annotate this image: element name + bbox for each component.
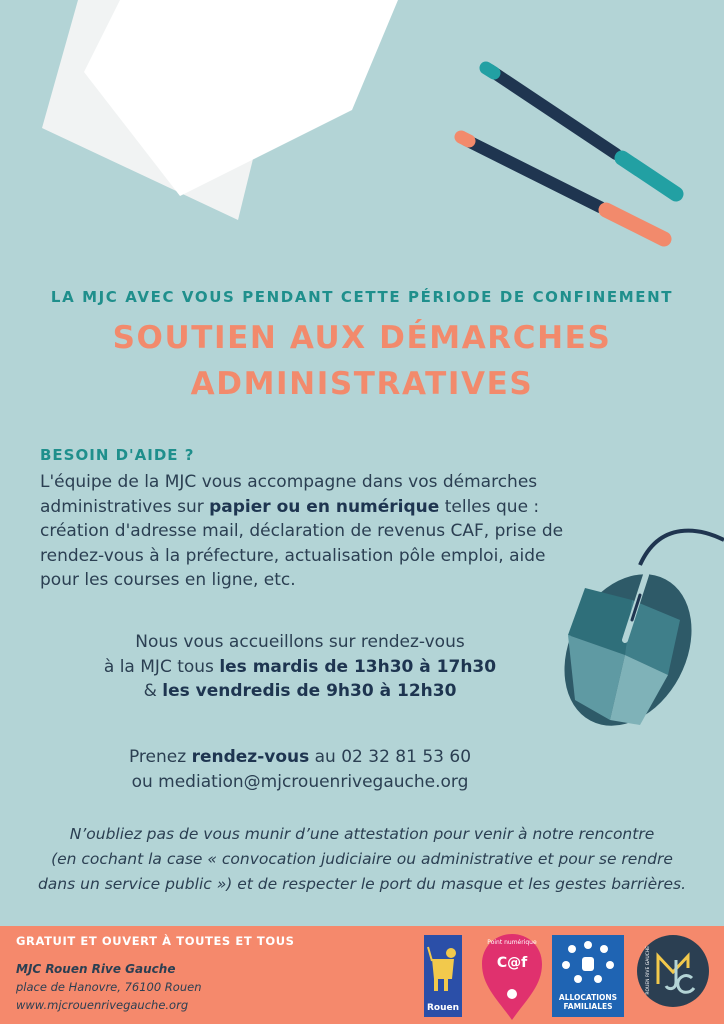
help-paragraph xyxy=(40,470,580,593)
alloc-line2: FAMILIALES xyxy=(563,1002,613,1011)
hours-friday: les vendredis de 9h30 à 12h30 xyxy=(162,681,457,701)
hours-line3-prefix: & xyxy=(143,681,163,701)
header-subtitle: LA MJC AVEC VOUS PENDANT CETTE PÉRIODE DE CONFINEMENT xyxy=(50,288,674,306)
contact-bold: rendez-vous xyxy=(191,747,310,767)
rouen-lamb-icon xyxy=(424,939,462,1001)
notice-line3: dans un service public ») et de respecter le port du masque et les gestes barrières. xyxy=(37,875,687,893)
help-text-after: telles que : création d'adresse mail, déclaration de revenus CAF, prise de rendez-vous à la préfecture, actualisation pôle emploi, aide pour les courses en ligne, etc. xyxy=(40,496,564,590)
notice-line2: (en cochant la case « convocation judiciaire ou administrative et pour se rendre xyxy=(51,850,673,868)
contact-phone-line xyxy=(0,745,600,770)
contact-prefix: Prenez xyxy=(128,747,192,767)
rouen-logo-text: Rouen xyxy=(426,1003,460,1013)
mjc-logo-small-text: ROUEN RIVE GAUCHE xyxy=(646,946,651,995)
notice-line1: N’oubliez pas de vous munir d’une attestation pour venir à notre rencontre xyxy=(69,825,655,843)
help-text-bold: papier ou en numérique xyxy=(209,496,440,517)
alloc-logo-text xyxy=(552,993,624,1011)
page-title-line1: SOUTIEN AUX DÉMARCHES xyxy=(112,320,612,356)
paper-sheets-icon xyxy=(42,0,398,220)
hours-line2-prefix: à la MJC tous xyxy=(103,656,220,677)
help-heading: BESOIN D'AIDE ? xyxy=(40,446,195,464)
page-title-line2: ADMINISTRATIVES xyxy=(190,366,534,402)
caf-logo-top-text: Point numérique xyxy=(487,939,537,946)
notice-block xyxy=(20,822,704,897)
caf-logo-main-text: C@f xyxy=(496,955,528,971)
rouen-logo xyxy=(424,935,462,1017)
footer-org-name: MJC Rouen Rive Gauche xyxy=(16,962,176,976)
family-figures-icon xyxy=(552,939,624,991)
mjc-logo xyxy=(636,934,710,1008)
hours-tuesday: les mardis de 13h30 à 17h30 xyxy=(219,656,497,677)
contact-email[interactable]: ou mediation@mjcrouenrivegauche.org xyxy=(131,771,469,792)
hours-line2 xyxy=(0,655,600,680)
footer-tagline: GRATUIT ET OUVERT À TOUTES ET TOUS xyxy=(16,934,295,948)
coral-pen-icon xyxy=(461,137,664,239)
help-text-before: L'équipe de la MJC vous accompagne dans vos démarches administratives sur xyxy=(40,472,538,517)
allocations-familiales-logo xyxy=(552,935,624,1017)
footer-website[interactable]: www.mjcrouenrivegauche.org xyxy=(16,998,189,1012)
caf-point-numerique-logo xyxy=(478,930,546,1022)
contact-block xyxy=(0,745,600,794)
teal-pen-icon xyxy=(486,68,676,194)
alloc-line1: ALLOCATIONS xyxy=(558,993,618,1002)
contact-phone[interactable]: au 02 32 81 53 60 xyxy=(309,747,472,767)
hours-line3 xyxy=(0,679,600,704)
footer-address: place de Hanovre, 76100 Rouen xyxy=(16,980,202,994)
hours-line1: Nous vous accueillons sur rendez-vous xyxy=(135,632,465,652)
opening-hours xyxy=(0,630,600,704)
